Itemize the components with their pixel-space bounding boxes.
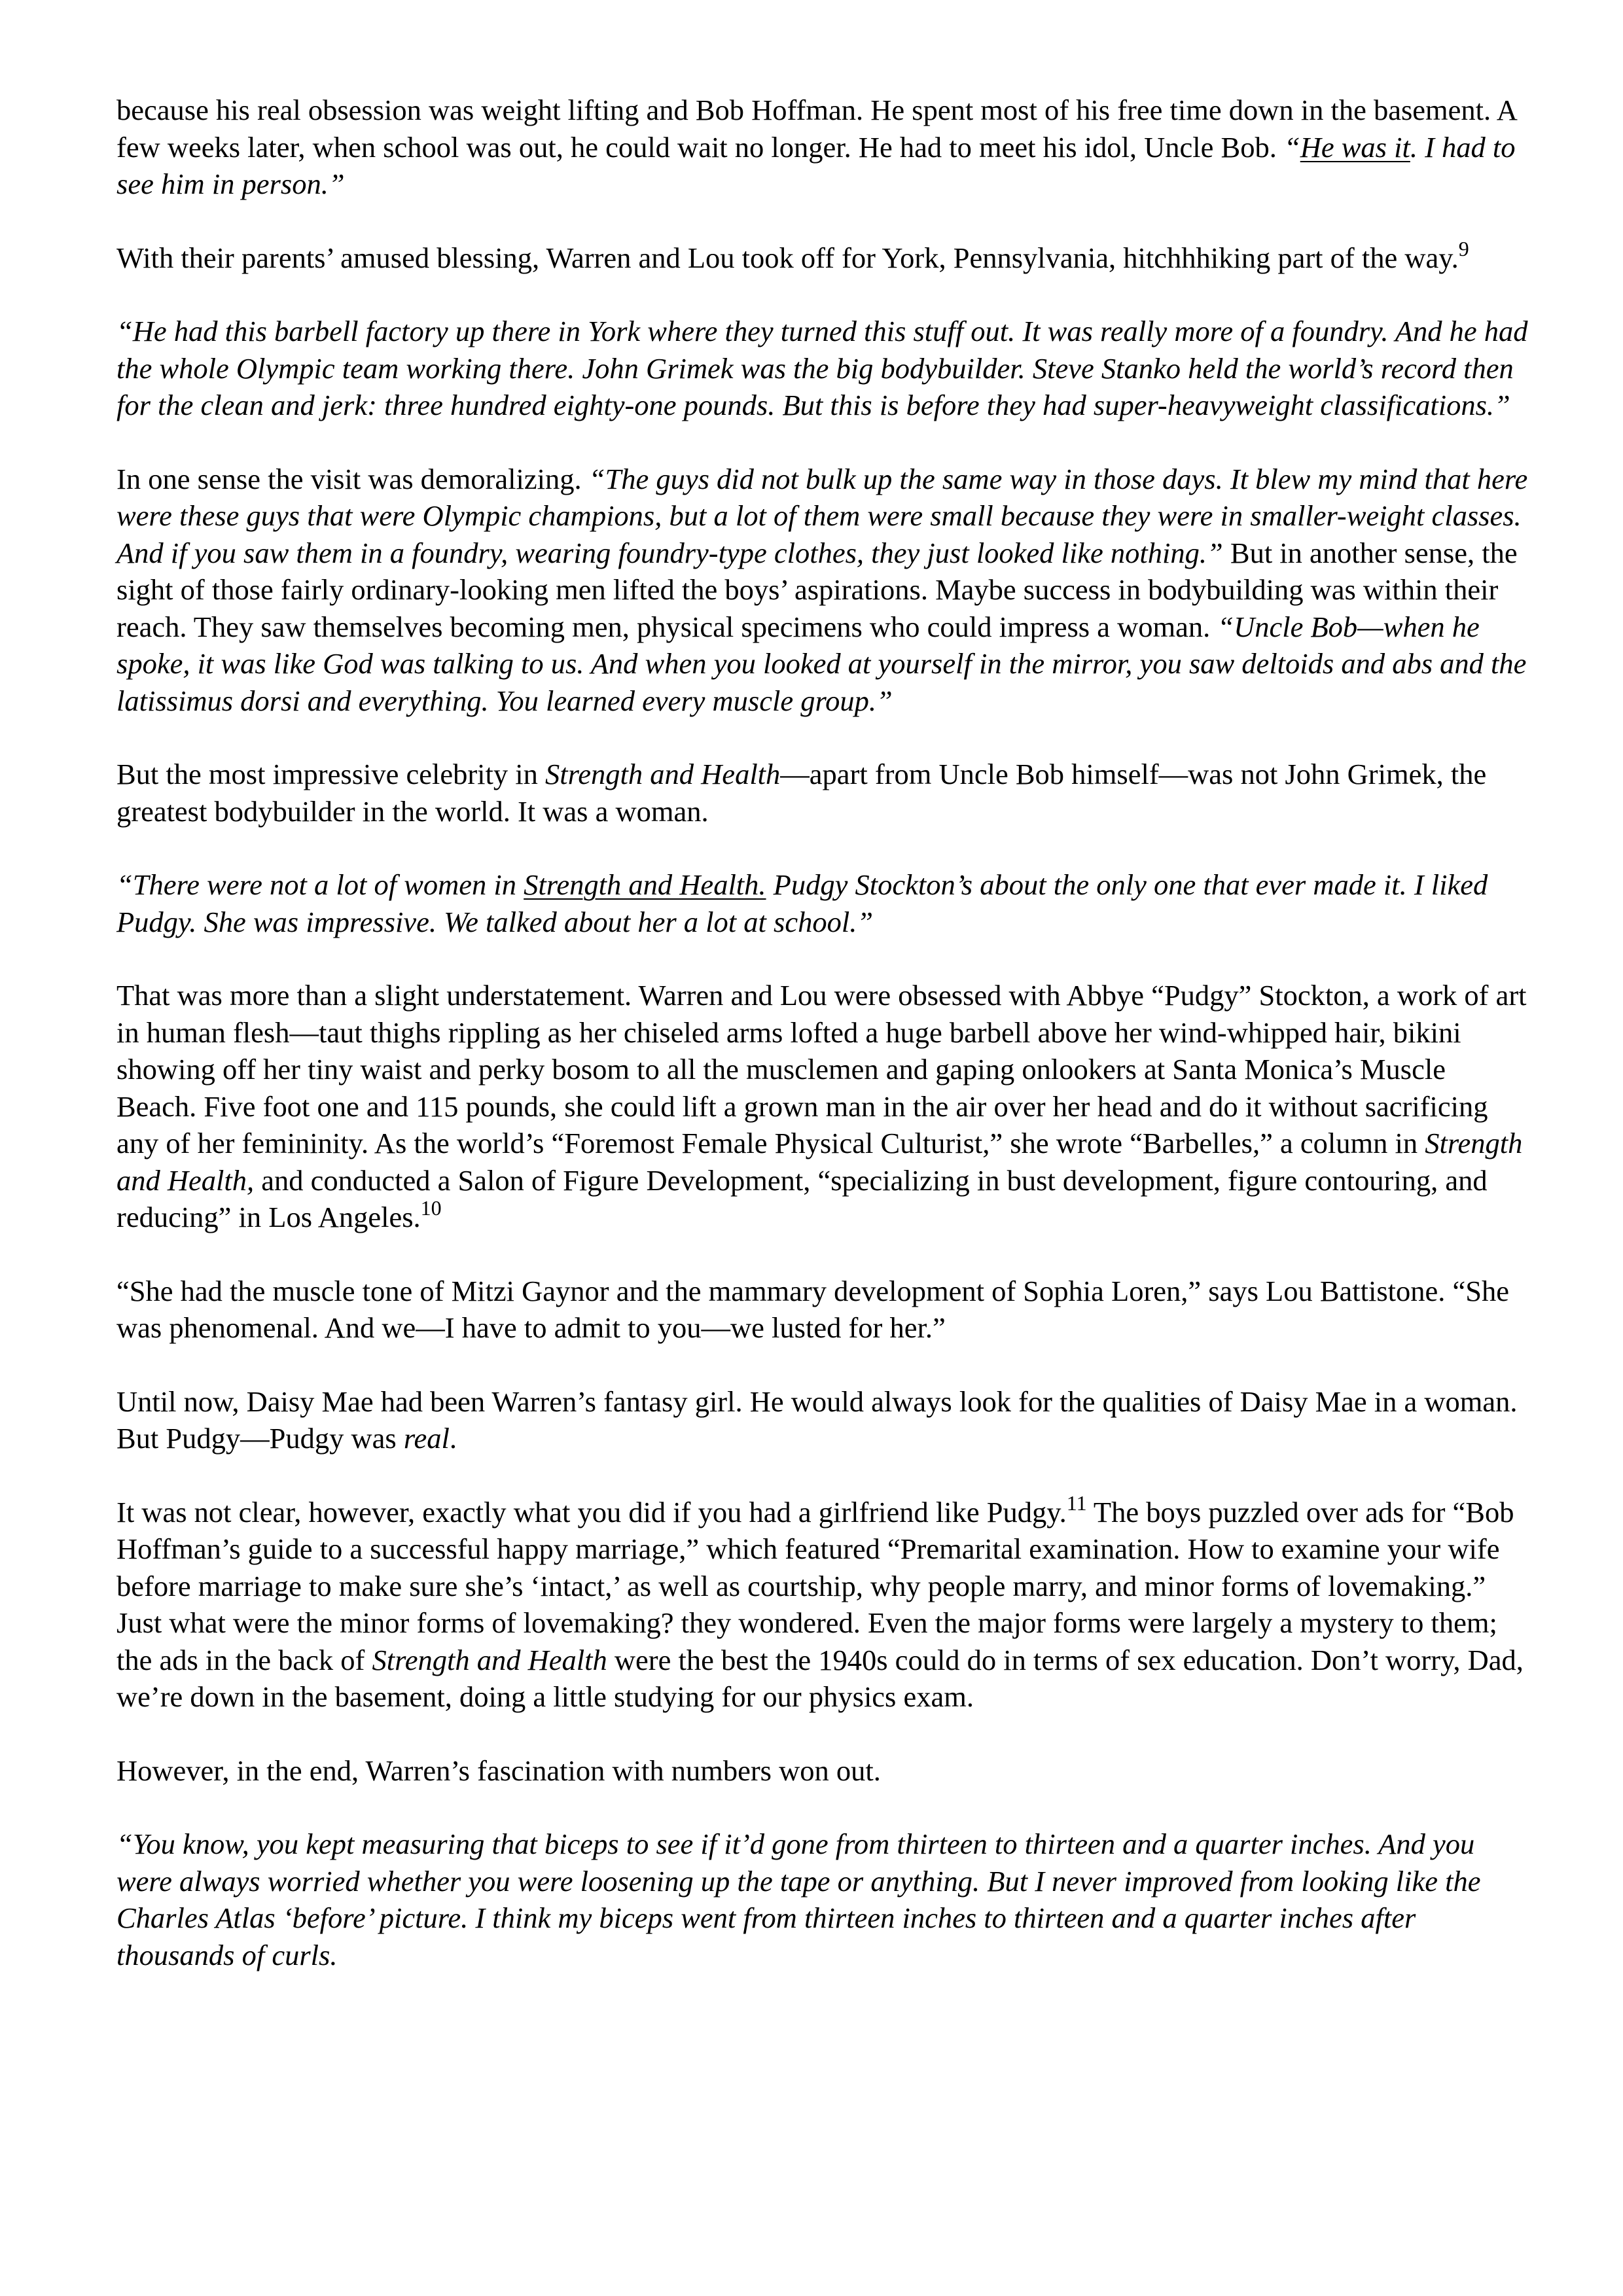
quote-text: “The guys did not bulk up the same way in those days. It blew my mind that here were these guys that were Olympic champions, but a lot of them were small because they were in smaller-weight classes. And if you saw them in a foundry, wearing foundry-type clothes, they just looked like nothing.” (116, 462, 1528, 569)
paragraph-12-quote (116, 1826, 1530, 1973)
quote-open: “ (1283, 130, 1300, 164)
paragraph-7 (116, 977, 1530, 1236)
magazine-title: Strength and Health (545, 758, 781, 790)
text-run: because his real obsession was weight lifting and Bob Hoffman. He spent most of his free time down in the basement. A few weeks later, when school was out, he could wait no longer. He had to meet his idol, Uncle Bob. (116, 94, 1516, 164)
text-run: . (449, 1422, 457, 1455)
text-run: But in another sense, the sight of those fairly ordinary-looking men lifted the boys’ aspirations. Maybe success in bodybuilding was within their reach. They saw themselves becoming men, physical specimens who could impress a woman. (116, 536, 1518, 643)
footnote-marker: 9 (1458, 236, 1469, 260)
text-run: and conducted a Salon of Figure Development, “specializing in bust development, figure contouring, and reducing” in Los Angeles. (116, 1163, 1488, 1233)
quote-text: “There were not a lot of women in (116, 868, 524, 901)
paragraph-2 (116, 236, 1530, 277)
text-run: That was more than a slight understatement. Warren and Lou were obsessed with Abbye “Pudgy” Stockton, a work of art in human flesh—taut thighs rippling as her chiseled arms lofted a huge barbell above her wind-whipped hair, bikini showing off her tiny waist and perky bosom to all the musclemen and gaping onlookers at Santa Monica’s Muscle Beach. Five foot one and 115 pounds, she could lift a grown man in the air over her head and do it without sacrificing any of her femininity. As the world’s “Foremost Female Physical Culturist,” she wrote “Barbelles,” a column in (116, 979, 1527, 1159)
paragraph-10 (116, 1491, 1530, 1716)
quote-text: “He had this barbell factory up there in York where they turned this stuff out. It was really more of a foundry. And he had the whole Olympic team working there. John Grimek was the big bodybuilder. Steve Stanko held the world’s record then for the clean and jerk: three hundred eighty-one pounds. But this is before they had super-heavyweight classifications.” (116, 315, 1528, 421)
underlined-quote: He was it (1300, 130, 1410, 164)
document-page (116, 92, 1530, 2010)
paragraph-4 (116, 461, 1530, 720)
paragraph-5 (116, 756, 1530, 830)
footnote-marker: 11 (1066, 1491, 1087, 1515)
text-run: “She had the muscle tone of Mitzi Gaynor and the mammary development of Sophia Loren,” says Lou Battistone. “She was phenomenal. And we—I have to admit to you—we lusted for her.” (116, 1274, 1510, 1344)
quote-text: “You know, you kept measuring that biceps to see if it’d gone from thirteen to thirteen and a quarter inches. And you were always worried whether you were loosening up the tape or anything. But I never improved from looking like the Charles Atlas ‘before’ picture. I think my biceps went from thirteen inches to thirteen and a quarter inches after thousands of curls. (116, 1828, 1481, 1971)
quote-text: . I had to see him in person.” (116, 130, 1516, 200)
paragraph-3-quote (116, 313, 1530, 424)
paragraph-6-quote (116, 866, 1530, 940)
quote-text: Pudgy Stockton’s about the only one that ever made it. I liked Pudgy. She was impressive. We talked about her a lot at school.” (116, 868, 1488, 938)
text-run: The boys puzzled over ads for “Bob Hoffman’s guide to a successful happy marriage,” which featured “Premarital examination. How to examine your wife before marriage to make sure she’s ‘intact,’ as well as courtship, why people marry, and minor forms of lovemaking.” Just what were the minor forms of lovemaking? they wondered. Even the major forms were largely a mystery to them; the ads in the back of (116, 1495, 1514, 1676)
magazine-title: Strength and Health (372, 1643, 607, 1676)
footnote-marker: 10 (420, 1196, 442, 1220)
text-run: —apart from Uncle Bob himself—was not John Grimek, the greatest bodybuilder in the world. It was a woman. (116, 758, 1487, 828)
paragraph-8 (116, 1273, 1530, 1347)
text-run: But the most impressive celebrity in (116, 758, 546, 790)
paragraph-11 (116, 1752, 1530, 1790)
paragraph-9 (116, 1383, 1530, 1457)
text-run: Until now, Daisy Mae had been Warren’s fantasy girl. He would always look for the qualities of Daisy Mae in a woman. But Pudgy—Pudgy was (116, 1385, 1518, 1455)
magazine-title: Strength and Health, (116, 1127, 1523, 1197)
magazine-title-underlined: Strength and Health. (524, 868, 766, 901)
text-run: In one sense the visit was demoralizing. (116, 462, 589, 495)
quote-text: “Uncle Bob—when he spoke, it was like God was talking to us. And when you looked at yourself in the mirror, you saw deltoids and abs and the latissimus dorsi and everything. You learned every muscle group.” (116, 610, 1527, 717)
paragraph-1 (116, 92, 1530, 203)
text-run: However, in the end, Warren’s fascination with numbers won out. (116, 1754, 881, 1787)
text-run: It was not clear, however, exactly what you did if you had a girlfriend like Pudgy. (116, 1495, 1067, 1528)
text-run: With their parents’ amused blessing, Warren and Lou took off for York, Pennsylvania, hitchhhiking part of the way. (116, 241, 1459, 274)
text-run: were the best the 1940s could do in terms of sex education. Don’t worry, Dad, we’re down in the basement, doing a little studying for our physics exam. (116, 1643, 1524, 1713)
emphasis: real (403, 1422, 450, 1455)
